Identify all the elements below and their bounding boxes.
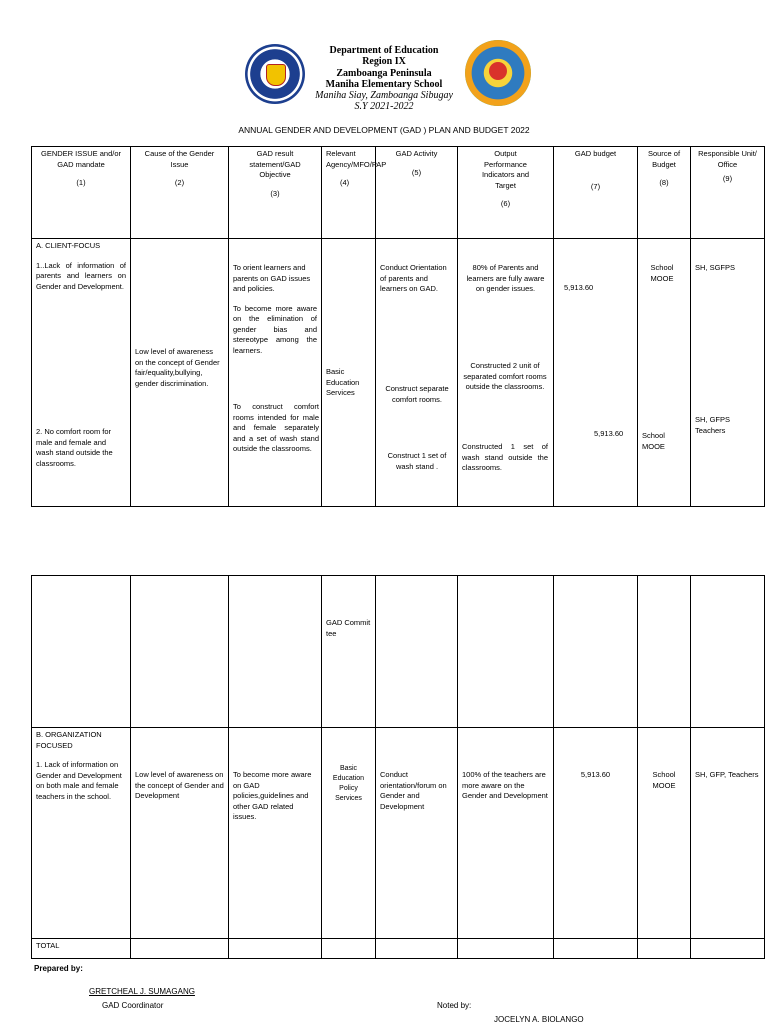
- source-1: School MOOE: [650, 263, 674, 283]
- responsible-cell: [691, 239, 765, 507]
- objective-3: To construct comfort rooms intended for male and female separately and a set of wash stand outside the classrooms.: [233, 402, 319, 453]
- gad-plan-table-continued: [31, 575, 765, 959]
- budget-2: 5,913.60: [594, 429, 624, 438]
- client-focus-row: [32, 239, 765, 507]
- col-header-2: Cause of the Gender Issue (2): [131, 147, 229, 239]
- province-name: Zamboanga Peninsula: [336, 68, 432, 79]
- org-responsible-cell: [691, 728, 765, 939]
- col-header-5: GAD Activity (5): [376, 147, 458, 239]
- objective-2: To become more aware on the elimination of gender bias and stereotype among the learners.: [233, 303, 317, 355]
- col-header-1: GENDER ISSUE and/or GAD mandate (1): [32, 147, 131, 239]
- source-cell: [638, 239, 691, 507]
- budget-cell: [554, 239, 638, 507]
- issue-2: 2. No comfort room for male and female and wash stand outside the classrooms.: [36, 427, 113, 468]
- output-2: Constructed 2 unit of separated comfort rooms outside the classrooms.: [463, 361, 547, 391]
- org-source: School MOOE: [652, 770, 676, 790]
- page-title: ANNUAL GENDER AND DEVELOPMENT (GAD ) PLAN AND BUDGET 2022: [238, 125, 530, 135]
- org-output-cell: [458, 728, 554, 939]
- org-issue: 1. Lack of information on Gender and Development on both male and female teachers in the school.: [36, 760, 122, 801]
- region-name: Region IX: [362, 56, 406, 67]
- org-activity-cell: [376, 728, 458, 939]
- school-address: Maniha Siay, Zamboanga Sibugay: [315, 90, 453, 101]
- org-responsible: SH, GFP, Teachers: [695, 770, 759, 779]
- prepared-by-label: Prepared by:: [34, 964, 83, 973]
- section-a-label: A. CLIENT-FOCUS: [36, 241, 101, 250]
- preparer-name: GRETCHEAL J. SUMAGANG: [89, 987, 195, 996]
- org-agency: Basic Education Policy Services: [332, 765, 365, 802]
- objective-cell: [229, 239, 322, 507]
- org-source-cell: [638, 728, 691, 939]
- budget-1: 5,913.60: [564, 283, 594, 292]
- activity-3: Construct 1 set of wash stand .: [387, 451, 447, 471]
- col-header-3: GAD result statement/GAD Objective (3): [229, 147, 322, 239]
- org-agency-cell: [322, 728, 376, 939]
- noter-name: JOCELYN A. BIOLANGO: [494, 1015, 584, 1024]
- agency-cell: [322, 239, 376, 507]
- output-cell: [458, 239, 554, 507]
- activity-cell: [376, 239, 458, 507]
- gad-committee-text: GAD Committee: [326, 618, 371, 638]
- total-row: [32, 939, 765, 959]
- org-output: 100% of the teachers are more aware on the Gender and Development: [462, 770, 548, 800]
- responsible-1: SH, SGFPS: [695, 263, 736, 272]
- col-header-6: Output Performance Indicators and Target (6): [458, 147, 554, 239]
- objective-1: To orient learners and parents on GAD issues and policies.: [233, 263, 311, 293]
- issue-cell: [32, 239, 131, 507]
- department-name: Department of Education: [329, 45, 439, 56]
- total-label: TOTAL: [32, 939, 131, 959]
- noted-by-label: Noted by:: [437, 1001, 472, 1010]
- gad-committee-row: [32, 576, 765, 728]
- preparer-title: GAD Coordinator: [102, 1001, 164, 1010]
- section-b-label: B. ORGANIZATION FOCUSED: [36, 730, 102, 750]
- output-1: 80% of Parents and learners are fully aware on gender issues.: [466, 263, 545, 293]
- org-issue-cell: [32, 728, 131, 939]
- organization-focus-row: [32, 728, 765, 939]
- agency-text: Basic Education Services: [326, 367, 360, 397]
- activity-2: Construct separate comfort rooms.: [385, 384, 449, 404]
- issue-1: 1..Lack of information of parents and learners on Gender and Development.: [36, 260, 126, 291]
- col-header-4: Relevant Agency/MFO/PAP (4): [322, 147, 376, 239]
- org-cause-cell: [131, 728, 229, 939]
- cause-cell: [131, 239, 229, 507]
- activity-1: Conduct Orientation of parents and learners on GAD.: [380, 263, 447, 293]
- org-objective-cell: [229, 728, 322, 939]
- school-name: Maniha Elementary School: [325, 79, 443, 90]
- col-header-7: GAD budget (7): [554, 147, 638, 239]
- gad-plan-table: [31, 146, 765, 507]
- org-cause: Low level of awareness on the concept of Gender and Development: [135, 770, 224, 800]
- col-header-8: Source of Budget (8): [638, 147, 691, 239]
- org-activity: Conduct orientation/forum on Gender and Development: [380, 770, 447, 811]
- source-2: School MOOE: [642, 431, 665, 451]
- gad-committee-cell: [322, 576, 376, 728]
- org-budget-cell: [554, 728, 638, 939]
- org-budget: 5,913.60: [580, 770, 611, 779]
- org-objective: To become more aware on GAD policies,guidelines and other GAD related issues.: [233, 770, 312, 821]
- table-header-row: [32, 147, 765, 239]
- school-year: S.Y 2021-2022: [354, 101, 414, 112]
- output-3: Constructed 1 set of wash stand outside the classrooms.: [462, 442, 548, 472]
- cause-text: Low level of awareness on the concept of Gender fair/equality,bullying, gender discrimination.: [135, 347, 220, 388]
- col-header-9: Responsible Unit/Office (9): [691, 147, 765, 239]
- responsible-2: SH, GFPS Teachers: [695, 415, 731, 435]
